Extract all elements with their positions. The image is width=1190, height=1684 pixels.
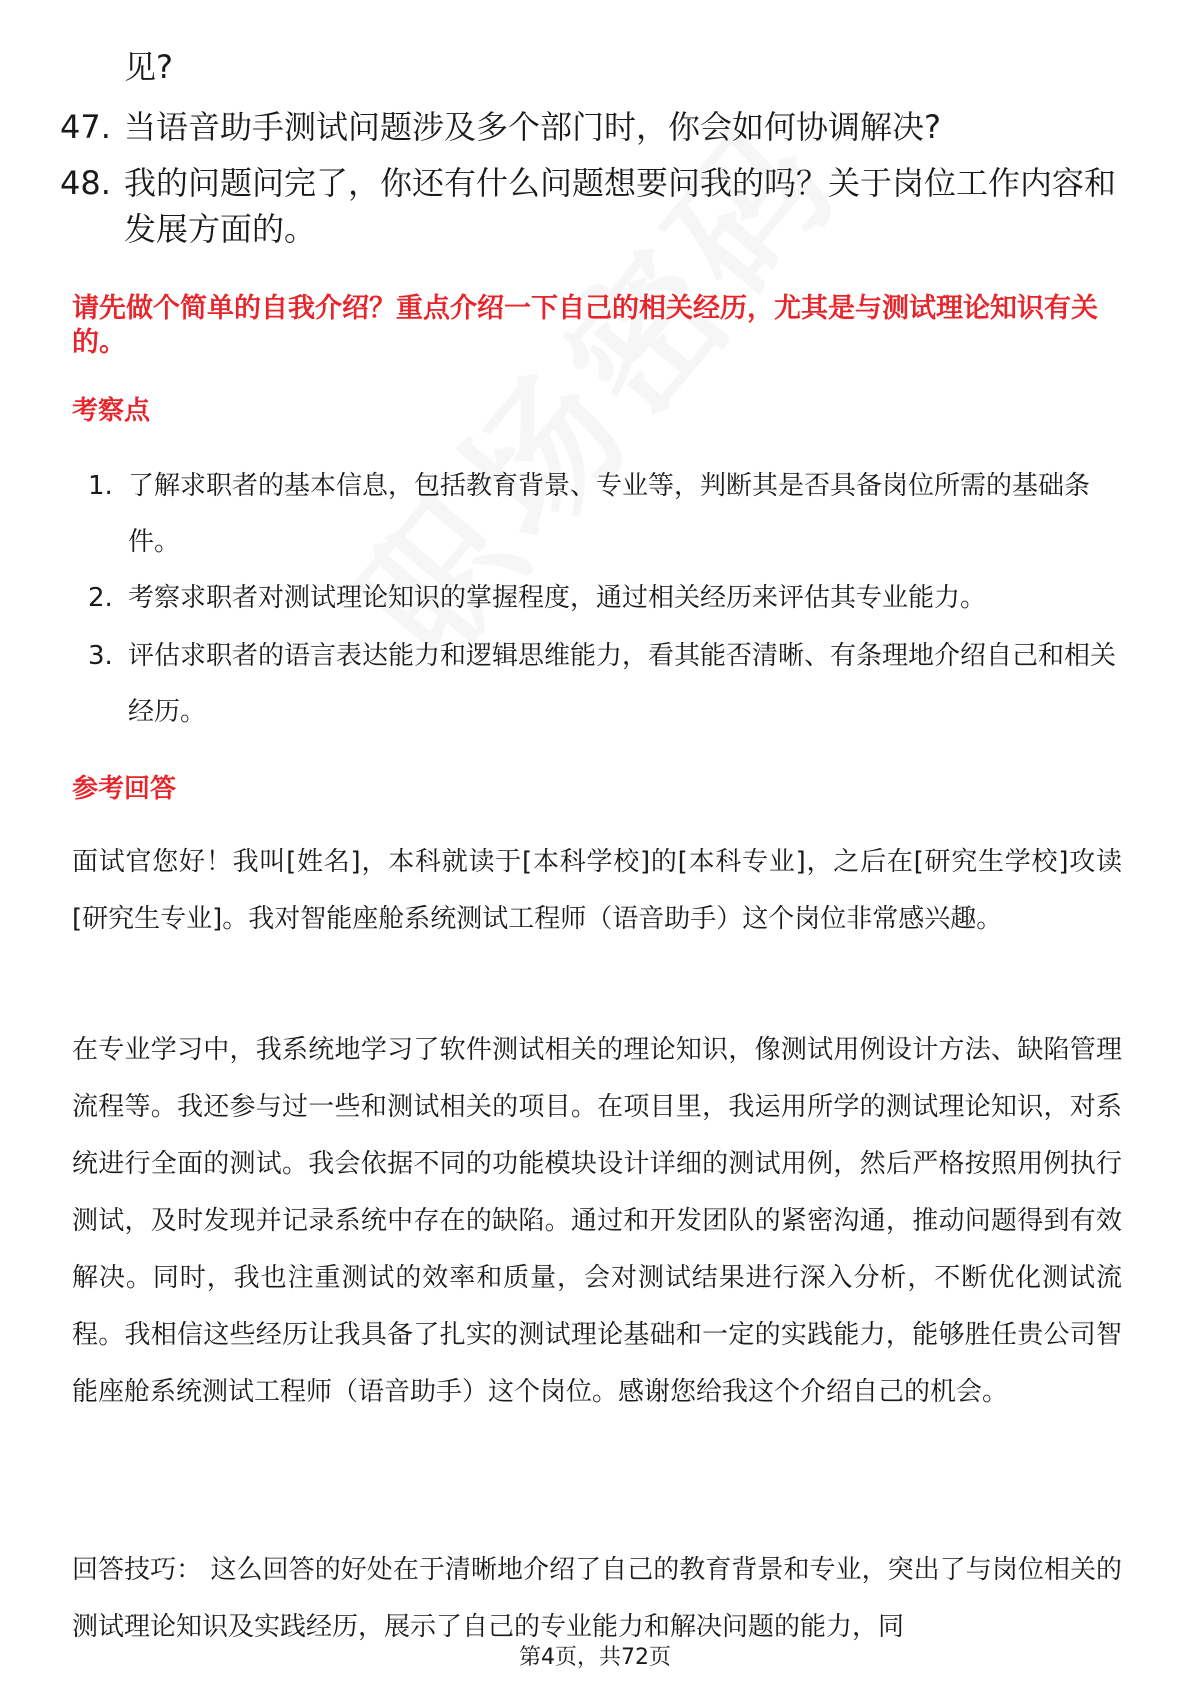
answer-tips: 回答技巧： 这么回答的好处在于清晰地介绍了自己的教育背景和专业，突出了与岗位相关的测试理论知识及实践经历，展示了自己的专业能力和解决问题的能力，同 (72, 1555, 1122, 1642)
question-text: 当语音助手测试问题涉及多个部门时，你会如何协调解决? (124, 108, 941, 146)
point-text: 考察求职者对测试理论知识的掌握程度，通过相关经历来评估其专业能力。 (128, 583, 987, 613)
highlight-question: 请先做个简单的自我介绍？重点介绍一下自己的相关经历，尤其是与测试理论知识有关的。 (72, 293, 1098, 358)
question-text: 见? (124, 48, 173, 86)
reference-paragraph: 面试官您好！我叫[姓名]，本科就读于[本科学校]的[本科专业]，之后在[研究生学校]攻读[研究生专业]。我对智能座舱系统测试工程师（语音助手）这个岗位非常感兴趣。 (72, 847, 1122, 934)
point-text: 了解求职者的基本信息，包括教育背景、专业等，判断其是否具备岗位所需的基础条件。 (128, 471, 1091, 557)
question-number: 47. (60, 108, 111, 146)
point-number: 1. (88, 471, 113, 501)
assessment-title: 考察点 (72, 396, 151, 426)
question-number: 48. (60, 164, 111, 202)
point-number: 2. (88, 583, 113, 613)
page-footer: 第4页，共72页 (519, 1645, 671, 1670)
reference-paragraph: 在专业学习中，我系统地学习了软件测试相关的理论知识，像测试用例设计方法、缺陷管理流程等。我还参与过一些和测试相关的项目。在项目里，我运用所学的测试理论知识，对系统进行全面的测试。我会依据不同的功能模块设计详细的测试用例，然后严格按照用例执行测试，及时发现并记录系统中存在的缺陷。通过和开发团队的紧密沟通，推动问题得到有效解决。同时，我也注重测试的效率和质量，会对测试结果进行深入分析，不断优化测试流程。我相信这些经历让我具备了扎实的测试理论基础和一定的实践能力，能够胜任贵公司智能座舱系统测试工程师（语音助手）这个岗位。感谢您给我这个介绍自己的机会。 (72, 1035, 1122, 1407)
point-number: 3. (88, 641, 113, 671)
question-text: 我的问题问完了，你还有什么问题想要问我的吗？关于岗位工作内容和发展方面的。 (124, 164, 1117, 248)
point-text: 评估求职者的语言表达能力和逻辑思维能力，看其能否清晰、有条理地介绍自己和相关经历。 (128, 641, 1117, 727)
reference-title: 参考回答 (72, 774, 177, 804)
